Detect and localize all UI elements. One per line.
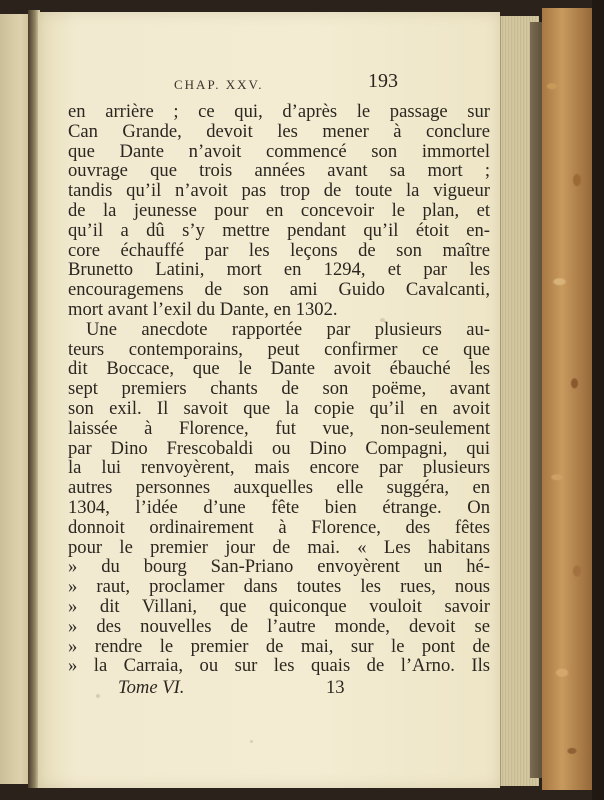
text-line: Une anecdote rapportée par plusieurs au- (86, 318, 490, 340)
text-line: » raut, proclamer dans toutes les rues, nous (68, 576, 490, 598)
text-line: » rendre le premier de mai, sur le pont de (68, 635, 490, 657)
text-line: » des nouvelles de l’autre monde, devoit se (68, 615, 490, 637)
text-line: ouvrage que trois années avant sa mort ; (68, 160, 490, 182)
page-number: 193 (368, 70, 398, 92)
signature-mark: Tome VI. (118, 677, 185, 699)
foxing-spot (250, 740, 253, 743)
text-line: par Dino Frescobaldi ou Dino Compagni, qui (68, 437, 490, 459)
text-line: core échauffé par les leçons de son maître (68, 239, 490, 261)
text-line: qu’il a dû s’y mettre pendant qu’il étoit en- (68, 219, 490, 241)
text-line: encouragemens de son ami Guido Cavalcanti, (68, 279, 490, 301)
text-line: 1304, l’idée d’une fête bien étrange. On (68, 497, 490, 518)
background-right (592, 0, 604, 800)
text-line: sept premiers chants de son poëme, avant (68, 378, 490, 400)
marbled-cover-board (542, 8, 592, 790)
text-line: teurs contemporains, peut confirmer ce que (68, 338, 490, 360)
foxing-spot (96, 694, 100, 698)
text-line: autres personnes auxquelles elle suggéra, en (68, 477, 490, 499)
text-line: que Dante n’avoit commencé son immortel (68, 140, 490, 162)
text-line: donnoit ordinairement à Florence, des fêtes (68, 516, 490, 538)
signature-number: 13 (326, 677, 345, 699)
text-line: en arrière ; ce qui, d’après le passage sur (68, 101, 490, 122)
text-line: mort avant l’exil du Dante, en 1302. (68, 299, 338, 320)
text-line: pour le premier jour de mai. « Les habitans (68, 536, 490, 558)
text-line: tandis qu’il n’avoit pas trop de toute la vigueur (68, 180, 490, 202)
text-line: la lui renvoyèrent, mais encore par plusieurs (68, 457, 490, 479)
text-line: dit Boccace, que le Dante avoit ébauché les (68, 358, 490, 380)
text-line: laissée à Florence, fut vue, non-seulement (68, 417, 490, 439)
text-line: Brunetto Latini, mort en 1294, et par les (68, 259, 490, 281)
text-line: » du bourg San-Priano envoyèrent un hé- (68, 556, 490, 578)
text-line: » la Carraia, ou sur les quais de l’Arno. Ils (68, 655, 490, 677)
running-head: CHAP. XXV. (174, 77, 264, 92)
text-line: son exil. Il savoit que la copie qu’il en avoit (68, 398, 490, 419)
text-line: Can Grande, devoit les mener à conclure (68, 120, 490, 142)
text-line: » dit Villani, que quiconque vouloit savoir (68, 596, 490, 617)
text-line: de la jeunesse pour en concevoir le plan, et (68, 200, 490, 221)
